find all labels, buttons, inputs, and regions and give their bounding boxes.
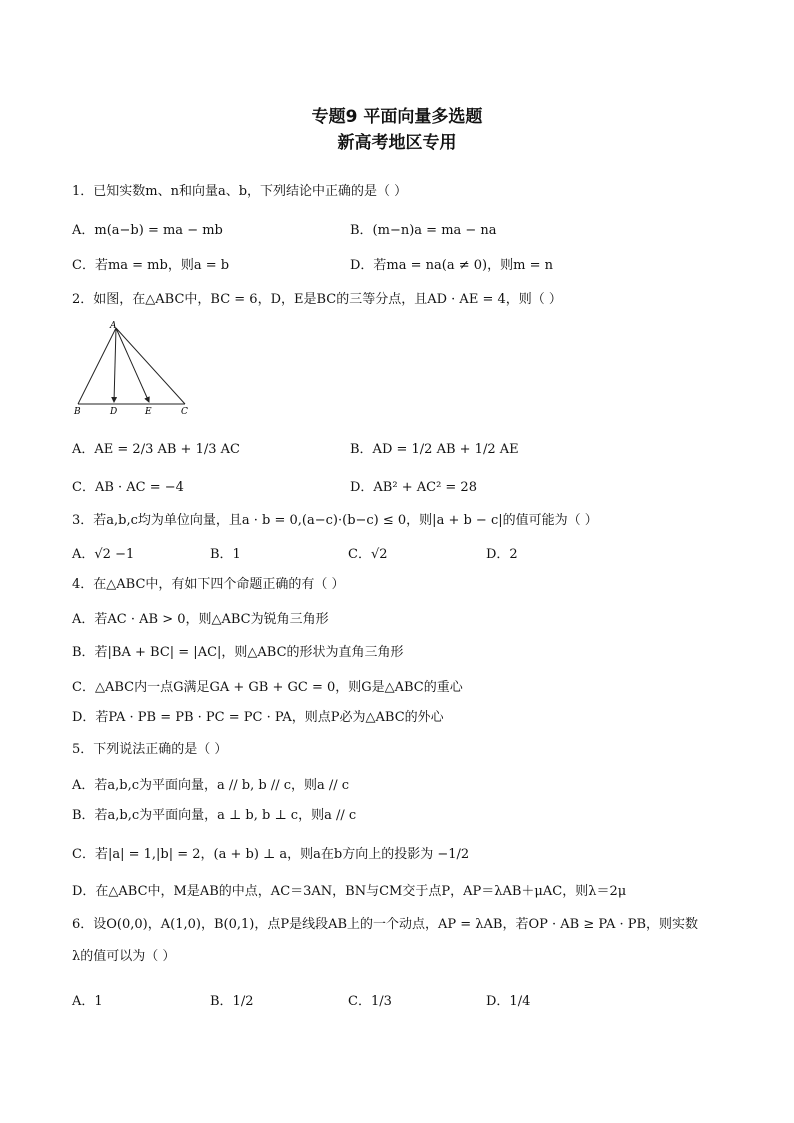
- q2-option-a: A．AE = 2/3 AB + 1/3 AC: [72, 442, 240, 457]
- q6-option-c: C．1/3: [348, 994, 392, 1009]
- q4-option-a: A．若AC · AB > 0，则△ABC为锐角三角形: [72, 612, 329, 627]
- label-a: A: [110, 321, 117, 331]
- triangle-figure: [70, 318, 200, 418]
- q1-option-d: D．若ma = na(a ≠ 0)，则m = n: [350, 258, 553, 273]
- q3-option-d: D．2: [486, 547, 518, 562]
- q4-option-c: C．△ABC内一点G满足GA + GB + GC = 0，则G是△ABC的重心: [72, 680, 463, 695]
- q2-option-b: B．AD = 1/2 AB + 1/2 AE: [350, 442, 519, 457]
- side-ab: [78, 328, 116, 404]
- q5-option-b: B．若a,b,c为平面向量，a ⊥ b, b ⊥ c，则a // c: [72, 808, 357, 823]
- q5-option-c: C．若|a| = 1,|b| = 2，(a + b) ⊥ a，则a在b方向上的投影为 −1/2: [72, 847, 470, 862]
- q3-option-a: A．√2 −1: [72, 547, 135, 562]
- side-ac: [116, 328, 185, 404]
- q1-option-c: C．若ma = mb，则a = b: [72, 258, 230, 273]
- q6-option-a: A．1: [72, 994, 103, 1009]
- document-subtitle: 新高考地区专用: [337, 133, 457, 153]
- question-1-stem: 1．已知实数m、n和向量a、b，下列结论中正确的是（ ）: [72, 184, 408, 199]
- vector-ad: [114, 328, 116, 402]
- question-6-stem-continued: λ的值可以为（ ）: [72, 949, 176, 964]
- q6-option-b: B．1/2: [210, 994, 254, 1009]
- q5-option-d: D．在△ABC中，M是AB的中点，AC＝3AN，BN与CM交于点P，AP＝λAB＋μAC，则λ＝2μ: [72, 884, 627, 899]
- q2-option-d: D．AB² + AC² = 28: [350, 480, 477, 495]
- q3-option-b: B．1: [210, 547, 241, 562]
- label-c: C: [181, 407, 188, 417]
- question-4-stem: 4．在△ABC中，有如下四个命题正确的有（ ）: [72, 577, 345, 592]
- label-d: D: [110, 407, 118, 417]
- question-6-stem: 6．设O(0,0)，A(1,0)，B(0,1)，点P是线段AB上的一个动点，AP = λAB，若OP · AB ≥ PA · PB，则实数: [72, 917, 699, 932]
- q5-option-a: A．若a,b,c为平面向量，a // b, b // c，则a // c: [72, 778, 350, 793]
- q3-option-c: C．√2: [348, 547, 388, 562]
- q4-option-b: B．若|BA + BC| = |AC|，则△ABC的形状为直角三角形: [72, 645, 404, 660]
- q2-option-c: C．AB · AC = −4: [72, 480, 184, 495]
- document-title: 专题9 平面向量多选题: [311, 107, 483, 127]
- question-2-stem: 2．如图，在△ABC中，BC = 6，D，E是BC的三等分点，且AD · AE = 4，则（ ）: [72, 292, 562, 307]
- question-3-stem: 3．若a,b,c均为单位向量，且a · b = 0,(a−c)·(b−c) ≤ 0，则|a + b − c|的值可能为（ ）: [72, 513, 598, 528]
- vector-ae: [116, 328, 149, 402]
- question-5-stem: 5．下列说法正确的是（ ）: [72, 742, 228, 757]
- q1-option-b: B．(m−n)a = ma − na: [350, 223, 497, 238]
- q6-option-d: D．1/4: [486, 994, 531, 1009]
- q4-option-d: D．若PA · PB = PB · PC = PC · PA，则点P必为△ABC的外心: [72, 710, 444, 725]
- q1-option-a: A．m(a−b) = ma − mb: [72, 223, 223, 238]
- label-b: B: [74, 407, 81, 417]
- label-e: E: [145, 407, 152, 417]
